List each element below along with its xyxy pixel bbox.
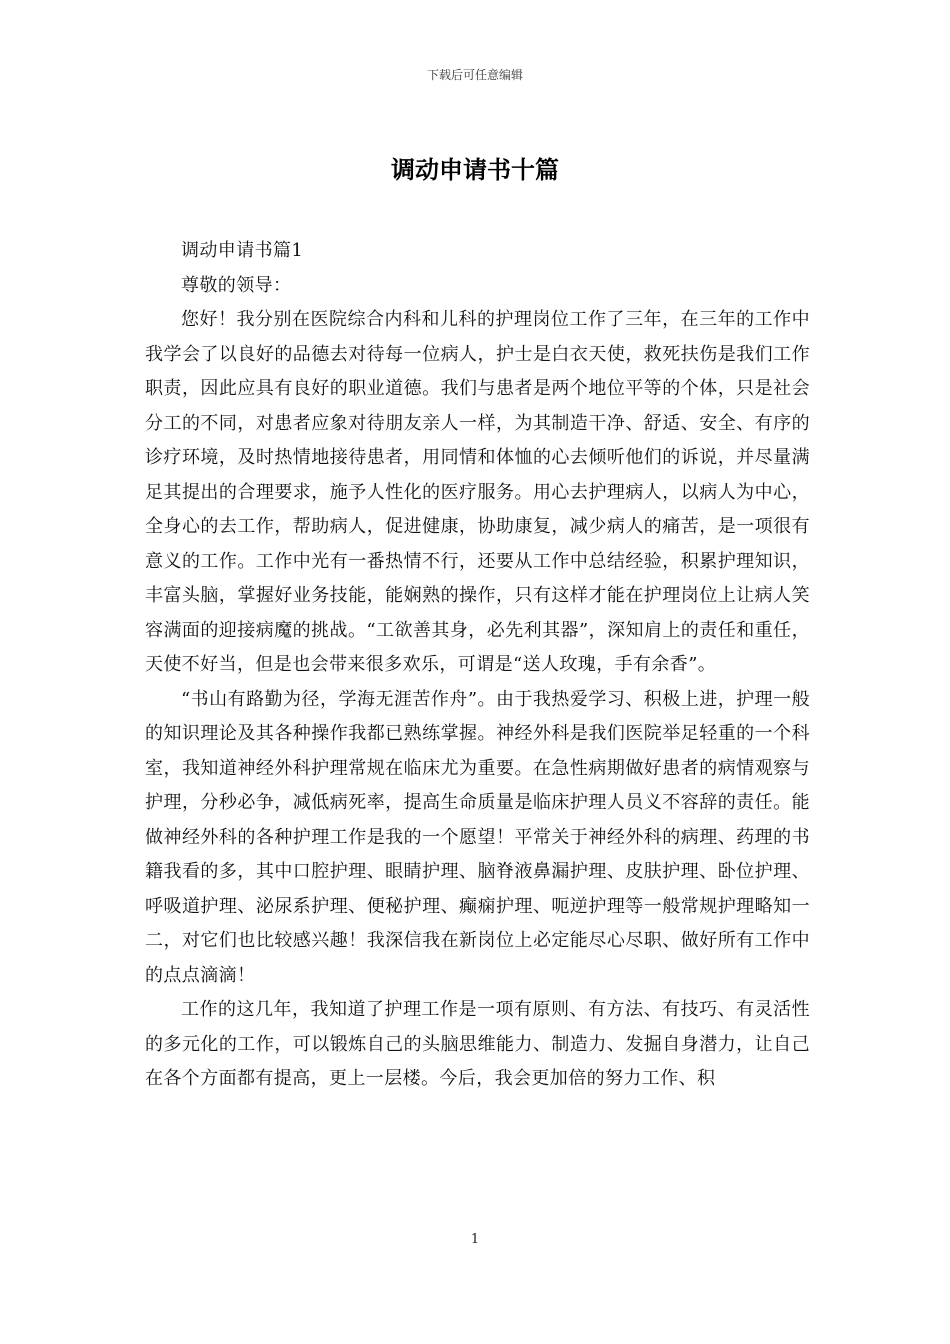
section-heading: 调动申请书篇1 bbox=[181, 240, 304, 261]
body-paragraph-2: “书山有路勤为径，学海无涯苦作舟”。由于我热爱学习、积极上进，护理一般的知识理论及其各种操作我都已熟练掌握。神经外科是我们医院举足轻重的一个科室，我知道神经外科护理常规在临床尤为重要。在急性病期做好患者的病情观察与护理，分秒必争，减低病死率，提高生命质量是临床护理人员义不容辞的责任。能做神经外科的各种护理工作是我的一个愿望！平常关于神经外科的病理、药理的书籍我看的多，其中口腔护理、眼睛护理、脑脊液鼻漏护理、皮肤护理、卧位护理、呼吸道护理、泌尿系护理、便秘护理、癫痫护理、呃逆护理等一般常规护理略知一二，对它们也比较感兴趣！我深信我在新岗位上必定能尽心尽职、做好所有工作中的点点滴滴！ bbox=[145, 688, 810, 986]
body-paragraph-3: 工作的这几年，我知道了护理工作是一项有原则、有方法、有技巧、有灵活性的多元化的工作，可以锻炼自己的头脑思维能力、制造力、发掘自身潜力，让自己在各个方面都有提高，更上一层楼。今后，我会更加倍的努力工作、积 bbox=[145, 999, 810, 1089]
page-header-note: 下载后可任意编辑 bbox=[426, 68, 523, 82]
document-body bbox=[145, 234, 810, 1097]
salutation: 尊敬的领导： bbox=[181, 274, 292, 296]
body-paragraph-1: 您好！我分别在医院综合内科和儿科的护理岗位工作了三年，在三年的工作中我学会了以良好的品德去对待每一位病人，护士是白衣天使，救死扶伤是我们工作职责，因此应具有良好的职业道德。我们与患者是两个地位平等的个体，只是社会分工的不同，对患者应象对待朋友亲人一样，为其制造干净、舒适、安全、有序的诊疗环境，及时热情地接待患者，用同情和体恤的心去倾听他们的诉说，并尽量满足其提出的合理要求，施予人性化的医疗服务。用心去护理病人，以病人为中心，全身心的去工作，帮助病人，促进健康，协助康复，减少病人的痛苦，是一项很有意义的工作。工作中光有一番热情不行，还要从工作中总结经验，积累护理知识，丰富头脑，掌握好业务技能，能娴熟的操作，只有这样才能在护理岗位上让病人笑容满面的迎接病魔的挑战。“工欲善其身，必先利其器”，深知肩上的责任和重任，天使不好当，但是也会带来很多欢乐，可谓是“送人玫瑰，手有余香”。 bbox=[145, 309, 810, 675]
document-title: 调动申请书十篇 bbox=[391, 155, 559, 184]
page-number: 1 bbox=[470, 1232, 480, 1247]
